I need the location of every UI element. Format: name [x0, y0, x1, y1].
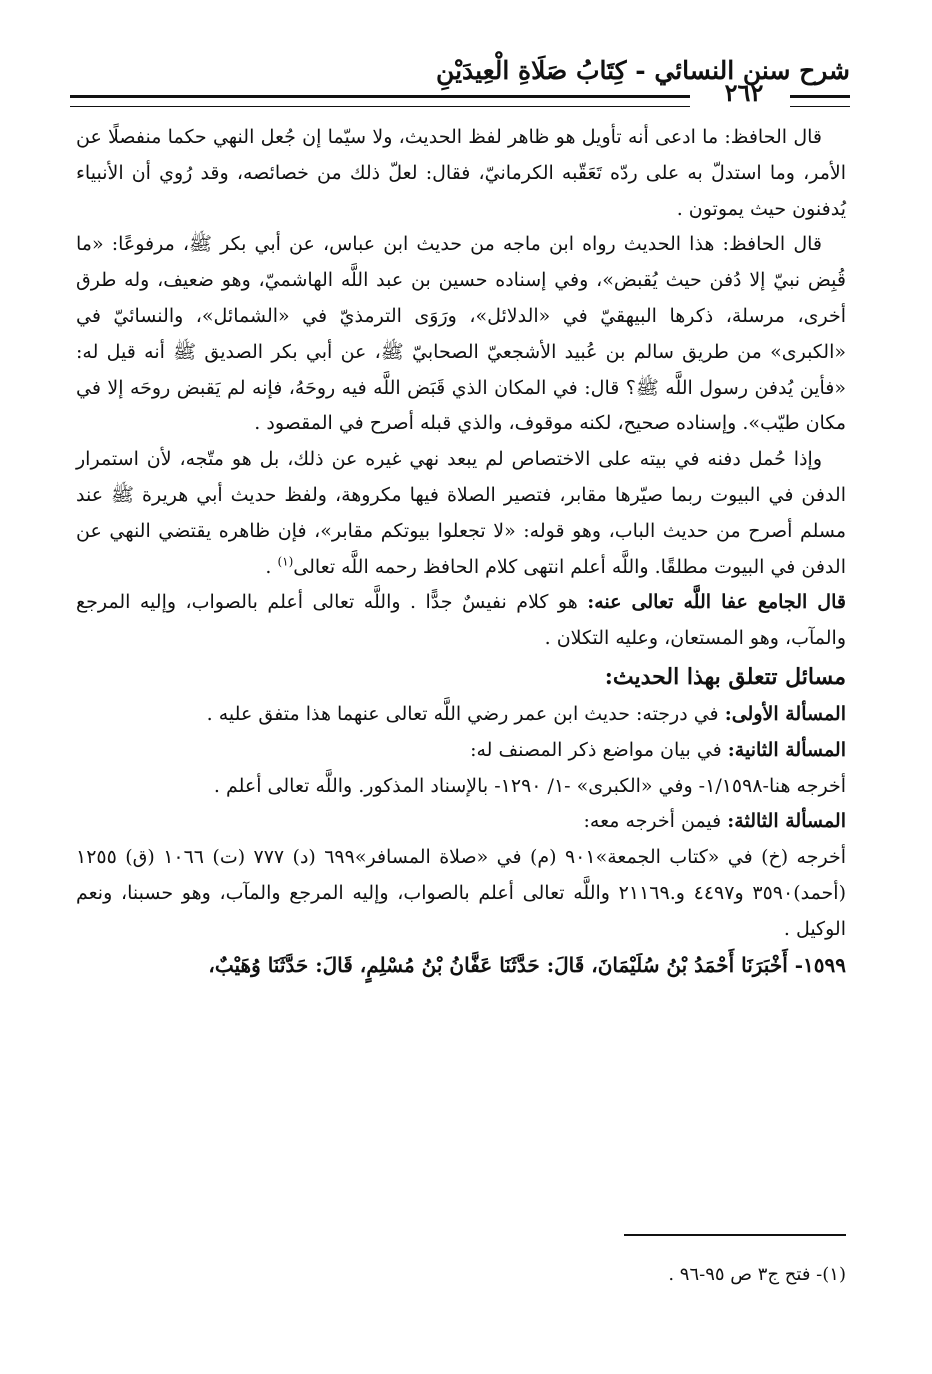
issue-2-text: في بيان مواضع ذكر المصنف له:: [470, 738, 728, 761]
paragraph-3-text: وإذا حُمل دفنه في بيته على الاختصاص لم يبعد نهي غيره عن ذلك، بل هو متّجه، لأن استمرار الدفن في البيوت ربما صيّرها مقابر، فتصير الصلاة فيها مكروهة، ولفظ حديث أبي هريرة ﷺ عند مسلم أصرح من حديث الباب، وهو قوله: «لا تجعلوا بيوتكم مقابر»، فإن ظاهره يقتضي النهي عن الدفن في البيوت مطلقًا. واللَّه أعلم انتهى كلام الحافظ رحمه اللَّه تعالى: [76, 448, 846, 578]
paragraph-4-lead: قال الجامع عفا اللَّه تعالى عنه:: [587, 591, 846, 614]
paragraph-1: قال الحافظ: ما ادعى أنه تأويل هو ظاهر لفظ الحديث، ولا سيّما إن جُعل النهي حكما منفصلًا عن الأمر، وما استدلّ به على ردّه تَعَقّبه الكرمانيّ، فقال: لعلّ ذلك من خصائصه، وقد رُوي أن الأنبياء يُدفنون حيث يموتون .: [76, 126, 846, 220]
footnote-reference[interactable]: (١): [277, 554, 294, 569]
issue-3-text: فيمن أخرجه معه:: [583, 810, 728, 833]
paragraph-4: [76, 585, 846, 657]
running-title: شرح سنن النسائي - كِتَابُ صَلَاةِ الْعِيدَيْنِ: [436, 56, 850, 85]
issue-2-body: أخرجه هنا-١/١٥٩٨- وفي «الكبرى» -١/ ١٢٩٠- بالإسناد المذكور. واللَّه تعالى أعلم .: [213, 774, 846, 797]
header-rule-left: [70, 95, 690, 107]
issue-2: [76, 733, 846, 769]
issue-1-text: في درجته: حديث ابن عمر رضي اللَّه تعالى عنهما هذا متفق عليه .: [206, 702, 725, 725]
paragraph-3-end: .: [265, 555, 278, 578]
page-number: ٢٦٢: [724, 78, 764, 107]
issue-2-label: المسألة الثانية:: [727, 738, 846, 761]
page-header: [70, 50, 850, 112]
issue-1-label: المسألة الأولى:: [724, 702, 846, 725]
paragraph-2: قال الحافظ: هذا الحديث رواه ابن ماجه من حديث ابن عباس، عن أبي بكر ﷺ، مرفوعًا: «ما قُبِض نبيّ إلا دُفن حيث يُقبض»، وفي إسناده حسين بن عبد اللَّه الهاشميّ، وهو ضعيف، وله طرق أخرى، مرسلة، ذكرها البيهقيّ في «الدلائل»، ورَوَى الترمذيّ في «الشمائل»، والنسائيّ في «الكبرى» من طريق سالم بن عُبيد الأشجعيّ الصحابيّ ﷺ، عن أبي بكر الصديق ﷺ أنه قيل له: «فأين يُدفن رسول اللَّه ﷺ؟ قال: في المكان الذي قَبَض اللَّه فيه روحَهُ، فإنه لم يَقبض روحَه إلا في مكان طيّب». وإسناده صحيح، لكنه موقوف، والذي قبله أصرح في المقصود .: [76, 233, 846, 435]
paragraph-3: [76, 442, 846, 585]
hadith-isnad-line: ١٥٩٩- أَخْبَرَنَا أَحْمَدُ بْنُ سُلَيْمَانَ، قَالَ: حَدَّثَنَا عَفَّانُ بْنُ مُسْلِمٍ، قَالَ: حَدَّثَنَا وُهَيْبٌ،: [208, 952, 846, 977]
footnote-1: (١)- فتح ج٣ ص ٩٥-٩٦ .: [668, 1264, 846, 1285]
header-rule-right: [790, 95, 850, 107]
issue-1: [76, 697, 846, 733]
section-heading: مسائل تتعلق بهذا الحديث:: [604, 663, 846, 690]
main-text: [76, 120, 846, 983]
footnote-separator: [624, 1234, 846, 1236]
paragraph-4-text: هو كلام نفيسٌ جدًّا . واللَّه تعالى أعلم بالصواب، وإليه المرجع والمآب، وهو المستعان، وعليه التكلان .: [76, 591, 846, 650]
issue-3: [76, 804, 846, 840]
issue-3-body: أخرجه (خ) في «كتاب الجمعة»٩٠١ (م) في «صلاة المسافر»٦٩٩ (د) ٧٧٧ (ت) ١٠٦٦ (ق) ١٢٥٥ (أحمد)٣٥٩٠ و٤٤٩٧ و.٢١١٦٩ واللَّه تعالى أعلم بالصواب، وإليه المرجع والمآب، وهو حسبنا، ونعم الوكيل .: [76, 846, 846, 940]
issue-3-label: المسألة الثالثة:: [727, 810, 846, 833]
